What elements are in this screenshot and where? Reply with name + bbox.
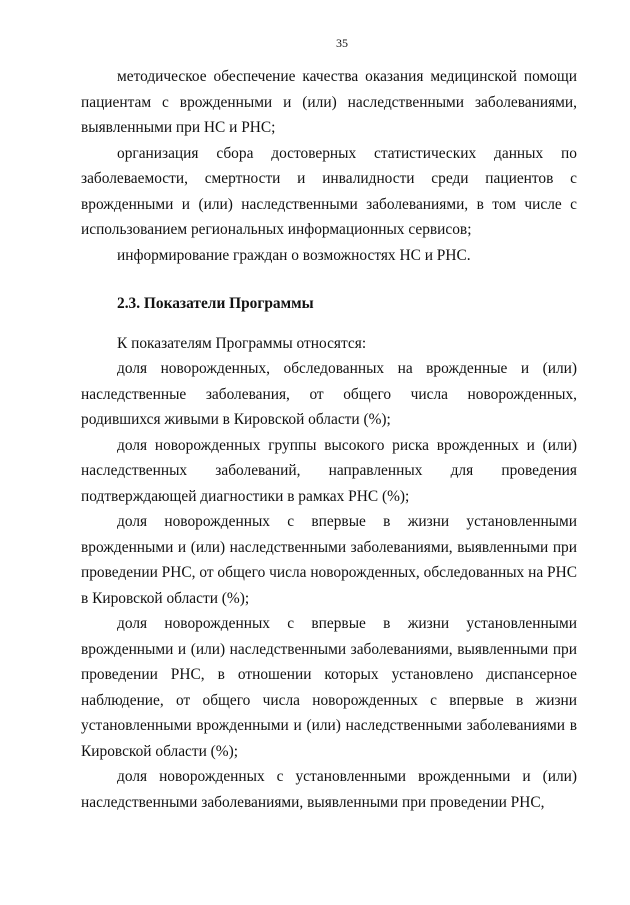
paragraph-citizen-information: информирование граждан о возможностях НС и РНС. [117, 246, 471, 264]
indicator-item: доля новорожденных, обследованных на врожденные и (или) наследственные заболевания, от общего числа новорожденных, родившихся живыми в Кировской области (%); [81, 360, 577, 428]
indicator-item: доля новорожденных с впервые в жизни установленными врожденными и (или) наследственными заболеваниями, выявленными при проведении РНС, от общего числа новорожденных, обследованных на РНС в Кировской области (%); [81, 513, 577, 607]
indicator-item: доля новорожденных с установленными врожденными и (или) наследственными заболеваниями, выявленными при проведении РНС, [81, 768, 577, 811]
indicator-item: доля новорожденных группы высокого риска врожденных и (или) наследственных заболеваний, направленных для проведения подтверждающей диагностики в рамках РНС (%); [81, 436, 577, 505]
paragraph-statistics-collection: организация сбора достоверных статистических данных по заболеваемости, смертности и инвалидности среди пациентов с врожденными и (или) наследственными заболеваниями, в том числе с использованием региональных информационных сервисов; [81, 144, 577, 238]
section-lead: К показателям Программы относятся: [117, 334, 367, 352]
page-number: 35 [336, 36, 348, 50]
indicator-item: доля новорожденных с впервые в жизни установленными врожденными и (или) наследственными заболеваниями, выявленными при проведении РНС, в отношении которых установлено диспансерное наблюдение, от общего числа новорожденных с впервые в жизни установленными врожденными и (или) наследственными заболеваниями в Кировской области (%); [81, 615, 577, 760]
section-heading: 2.3. Показатели Программы [117, 295, 314, 312]
paragraph-methodological-support: методическое обеспечение качества оказания медицинской помощи пациентам с врожденными и (или) наследственными заболеваниями, выявленными при НС и РНС; [81, 68, 577, 136]
